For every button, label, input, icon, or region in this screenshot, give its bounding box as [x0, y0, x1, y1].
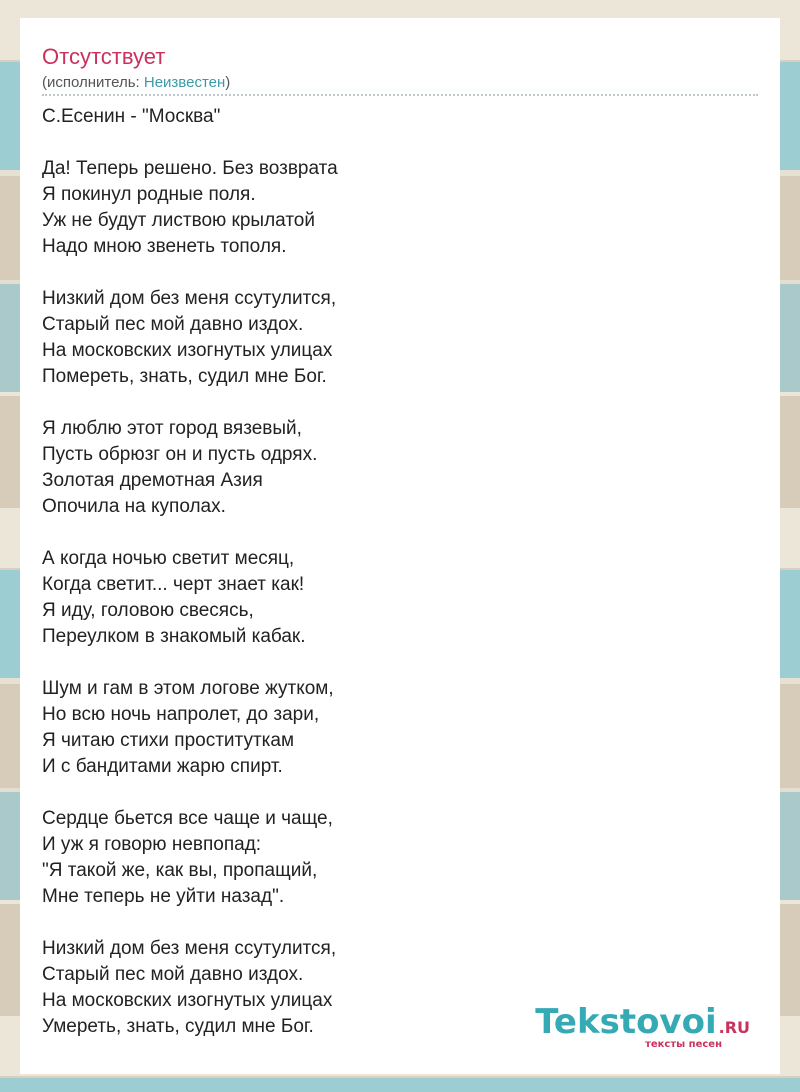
stanza-break	[42, 260, 742, 286]
lyric-line: С.Есенин - "Москва"	[42, 106, 221, 127]
header-divider	[42, 94, 758, 96]
lyric-line: На московских изогнутых улицах	[42, 990, 333, 1011]
lyric-line: Надо мною звенеть тополя.	[42, 236, 287, 257]
stanza-break	[42, 520, 742, 546]
lyric-line: Низкий дом без меня ссутулится,	[42, 288, 337, 309]
stanza-break	[42, 780, 742, 806]
artist-prefix: (исполнитель:	[42, 74, 144, 91]
lyric-line: Помереть, знать, судил мне Бог.	[42, 366, 327, 387]
stanza-break	[42, 650, 742, 676]
lyric-line: Переулком в знакомый кабак.	[42, 626, 306, 647]
lyric-line: Я читаю стихи проституткам	[42, 730, 295, 751]
logo-domain: .RU	[718, 1018, 750, 1037]
lyric-line: Старый пес мой давно издох.	[42, 314, 304, 335]
lyrics-text	[42, 104, 742, 1040]
site-logo[interactable]	[535, 1002, 750, 1050]
lyric-line: Старый пес мой давно издох.	[42, 964, 304, 985]
song-title: Отсутствует	[42, 44, 166, 69]
lyric-line: Да! Теперь решено. Без возврата	[42, 158, 338, 179]
lyric-line: Сердце бьется все чаще и чаще,	[42, 808, 333, 829]
stanza-break	[42, 910, 742, 936]
lyric-line: Опочила на куполах.	[42, 496, 226, 517]
lyric-line: Когда светит... черт знает как!	[42, 574, 305, 595]
logo-wordmark: Tekstovoi	[535, 1002, 717, 1042]
stanza-break	[42, 390, 742, 416]
stanza-break	[42, 130, 742, 156]
lyric-line: Уж не будут листвою крылатой	[42, 210, 315, 231]
artist-link[interactable]: Неизвестен	[143, 74, 226, 91]
logo-tagline: тексты песен	[645, 1039, 722, 1050]
lyric-line: Я иду, головою свесясь,	[42, 600, 254, 621]
lyric-line: На московских изогнутых улицах	[42, 340, 333, 361]
lyric-line: Пусть обрюзг он и пусть одрях.	[42, 444, 318, 465]
lyric-line: Мне теперь не уйти назад".	[42, 886, 285, 907]
artist-line	[42, 74, 230, 92]
lyric-line: Я покинул родные поля.	[42, 184, 256, 205]
lyric-line: И с бандитами жарю спирт.	[42, 756, 283, 777]
lyric-line: Умереть, знать, судил мне Бог.	[42, 1016, 314, 1037]
lyric-line: "Я такой же, как вы, пропащий,	[42, 860, 318, 881]
lyric-line: Шум и гам в этом логове жутком,	[42, 678, 334, 699]
lyric-line: Золотая дремотная Азия	[42, 470, 263, 491]
lyrics-card	[20, 18, 780, 1074]
lyric-line: Низкий дом без меня ссутулится,	[42, 938, 337, 959]
lyric-line: Я люблю этот город вязевый,	[42, 418, 302, 439]
lyric-line: Но всю ночь напролет, до зари,	[42, 704, 320, 725]
artist-suffix: )	[225, 74, 231, 91]
lyric-line: И уж я говорю невпопад:	[42, 834, 262, 855]
lyric-line: А когда ночью светит месяц,	[42, 548, 295, 569]
